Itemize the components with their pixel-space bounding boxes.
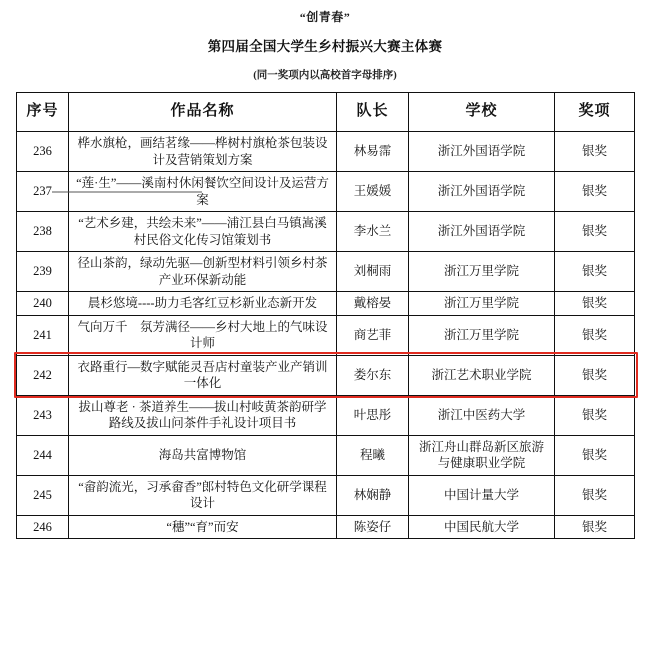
row-name: “莲·生”——溪南村休闲餐饮空间设计及运营方案 <box>69 172 337 212</box>
row-leader: 林娴静 <box>337 475 409 515</box>
table-row <box>17 212 635 252</box>
table-row <box>17 252 635 292</box>
sort-note: (同一奖项内以高校首字母排序) <box>253 70 397 81</box>
row-no: 244 <box>17 435 69 475</box>
table-row <box>17 395 635 435</box>
row-school: 浙江外国语学院 <box>409 212 555 252</box>
row-name: “艺术乡建，共绘未来”——浦江县白马镇嵩溪村民俗文化传习馆策划书 <box>69 212 337 252</box>
row-award: 银奖 <box>555 132 635 172</box>
table-row <box>17 132 635 172</box>
row-school: 浙江中医药大学 <box>409 395 555 435</box>
document-header <box>0 0 650 82</box>
row-award: 银奖 <box>555 315 635 355</box>
row-award: 银奖 <box>555 252 635 292</box>
row-award: 银奖 <box>555 475 635 515</box>
row-name: 拔山尊老 · 茶道养生——拔山村岐黄茶韵研学路线及拔山问茶件手礼设计项目书 <box>69 395 337 435</box>
row-name: 衣路重行—数字赋能灵吾店村童装产业产销训一体化 <box>69 355 337 395</box>
row-school: 浙江外国语学院 <box>409 172 555 212</box>
table-row <box>17 435 635 475</box>
row-leader: 戴榕晏 <box>337 292 409 316</box>
row-award: 银奖 <box>555 355 635 395</box>
row-school: 浙江艺术职业学院 <box>409 355 555 395</box>
row-name: 径山茶韵，绿动先驱—创新型材料引领乡村茶产业环保新动能 <box>69 252 337 292</box>
row-no: 245 <box>17 475 69 515</box>
row-no: 243 <box>17 395 69 435</box>
row-no: 239 <box>17 252 69 292</box>
row-no: 236 <box>17 132 69 172</box>
column-header-name: 作品名称 <box>69 93 337 132</box>
column-header-award: 奖项 <box>555 93 635 132</box>
row-award: 银奖 <box>555 515 635 539</box>
awards-table-wrap <box>16 92 634 539</box>
row-name: 海岛共富博物馆 <box>69 435 337 475</box>
table-header-row <box>17 93 635 132</box>
table-row <box>17 515 635 539</box>
column-header-leader: 队长 <box>337 93 409 132</box>
row-leader: 刘桐雨 <box>337 252 409 292</box>
row-school: 中国计量大学 <box>409 475 555 515</box>
row-no: 241 <box>17 315 69 355</box>
row-leader: 陈姿仔 <box>337 515 409 539</box>
row-leader: 程曦 <box>337 435 409 475</box>
column-header-no: 序号 <box>17 93 69 132</box>
row-leader: 商艺菲 <box>337 315 409 355</box>
row-award: 银奖 <box>555 292 635 316</box>
row-school: 浙江万里学院 <box>409 252 555 292</box>
page-title: 第四届全国大学生乡村振兴大赛主体赛 <box>207 39 443 54</box>
row-leader: 李水兰 <box>337 212 409 252</box>
document-quote: “创青春” <box>299 10 351 24</box>
table-row-highlighted <box>17 355 635 395</box>
row-school: 浙江舟山群岛新区旅游与健康职业学院 <box>409 435 555 475</box>
row-school: 浙江万里学院 <box>409 315 555 355</box>
row-school: 中国民航大学 <box>409 515 555 539</box>
row-school: 浙江万里学院 <box>409 292 555 316</box>
scan-artifact <box>52 191 202 193</box>
row-name: “穗”“育”而安 <box>69 515 337 539</box>
column-header-school: 学校 <box>409 93 555 132</box>
row-name: 晨杉悠境----助力毛客红豆杉新业态新开发 <box>69 292 337 316</box>
row-name: “畲韵流光，习承畲香”郎村特色文化研学课程设计 <box>69 475 337 515</box>
table-row <box>17 292 635 316</box>
row-no: 240 <box>17 292 69 316</box>
row-leader: 林易霈 <box>337 132 409 172</box>
table-row <box>17 315 635 355</box>
row-school: 浙江外国语学院 <box>409 132 555 172</box>
row-no: 242 <box>17 355 69 395</box>
row-name: 气向万千 氛芳满径——乡村大地上的气味设计师 <box>69 315 337 355</box>
row-leader: 叶思彤 <box>337 395 409 435</box>
awards-table <box>16 92 635 539</box>
row-no: 238 <box>17 212 69 252</box>
row-leader: 王媛媛 <box>337 172 409 212</box>
row-award: 银奖 <box>555 435 635 475</box>
row-no: 237 <box>17 172 69 212</box>
row-award: 银奖 <box>555 395 635 435</box>
row-name: 桦水旗枪，画结茗缘——桦树村旗枪茶包装设计及营销策划方案 <box>69 132 337 172</box>
row-award: 银奖 <box>555 172 635 212</box>
row-award: 银奖 <box>555 212 635 252</box>
table-row <box>17 475 635 515</box>
row-leader: 娄尔东 <box>337 355 409 395</box>
row-no: 246 <box>17 515 69 539</box>
